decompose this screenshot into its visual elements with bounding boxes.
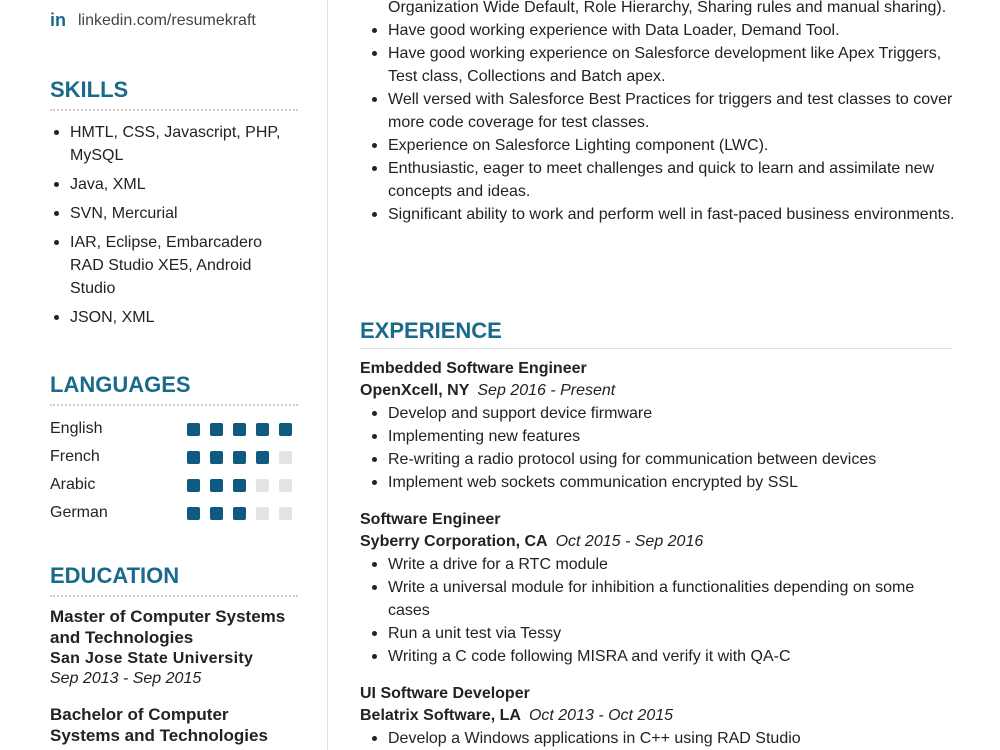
level-dot-filled	[279, 423, 292, 436]
level-dot-filled	[187, 479, 200, 492]
level-dot-filled	[187, 423, 200, 436]
job-bullet: Develop and support device firmware	[368, 402, 953, 425]
level-dot-filled	[256, 451, 269, 464]
experience-section	[360, 318, 953, 750]
education-item	[50, 606, 298, 688]
degree: Master of Computer Systems and Technologies	[50, 607, 286, 647]
level-dot-filled	[256, 423, 269, 436]
job-entry	[360, 683, 953, 750]
level-dot-filled	[233, 423, 246, 436]
skill-item: SVN, Mercurial	[50, 202, 298, 225]
experience-heading: EXPERIENCE	[360, 318, 502, 343]
skills-heading: SKILLS	[50, 77, 129, 102]
language-row	[50, 415, 298, 443]
language-row	[50, 499, 298, 527]
job-bullets	[368, 727, 953, 750]
dates: Sep 2013 - Sep 2015	[50, 670, 202, 687]
level-dot-filled	[233, 507, 246, 520]
job-title: Embedded Software Engineer	[360, 360, 587, 377]
summary-item: Have good working experience on Salesforce development like Apex Triggers, Test class, Collections and Batch apex.	[368, 42, 958, 88]
summary-item: Experience on Salesforce Lighting component (LWC).	[368, 134, 958, 157]
level-dot-filled	[210, 451, 223, 464]
school: San Jose State University	[50, 650, 254, 667]
job-bullet: Implementing new features	[368, 425, 953, 448]
level-dot-filled	[210, 423, 223, 436]
language-name: English	[50, 420, 103, 437]
summary-item: Enthusiastic, eager to meet challenges and quick to learn and assimilate new concepts and ideas.	[368, 157, 958, 203]
level-dot-empty	[256, 507, 269, 520]
job-company-line	[360, 705, 953, 727]
summary-item: Have good working experience with Data Loader, Demand Tool.	[368, 19, 958, 42]
level-dot-filled	[210, 507, 223, 520]
section-rule	[50, 109, 298, 111]
job-bullet: Write a universal module for inhibition a functionalities depending on some cases	[368, 576, 953, 622]
summary-item: Organization Wide Default, Role Hierarchy, Sharing rules and manual sharing).	[388, 0, 947, 16]
job-bullets	[368, 402, 953, 494]
job-company-line	[360, 531, 953, 553]
skill-item: IAR, Eclipse, Embarcadero RAD Studio XE5, Android Studio	[50, 231, 298, 300]
section-rule	[360, 348, 953, 349]
level-dot-empty	[279, 451, 292, 464]
company: Syberry Corporation, CA	[360, 533, 548, 550]
job-entry	[360, 509, 953, 668]
section-rule	[50, 595, 298, 597]
level-dot-filled	[187, 451, 200, 464]
linkedin-contact	[50, 10, 256, 31]
language-level	[187, 451, 292, 464]
section-rule	[50, 404, 298, 406]
language-level	[187, 507, 292, 520]
linkedin-url[interactable]: linkedin.com/resumekraft	[78, 11, 256, 29]
job-title: Software Engineer	[360, 511, 501, 528]
job-entry	[360, 358, 953, 494]
job-dates: Oct 2015 - Sep 2016	[555, 533, 704, 550]
education-heading: EDUCATION	[50, 563, 180, 588]
job-bullet: Write a drive for a RTC module	[368, 553, 953, 576]
languages-section	[50, 372, 298, 527]
language-name: German	[50, 504, 108, 521]
level-dot-filled	[233, 451, 246, 464]
language-name: French	[50, 448, 100, 465]
language-row	[50, 471, 298, 499]
job-bullet: Implement web sockets communication encrypted by SSL	[368, 471, 953, 494]
education-section	[50, 563, 298, 746]
job-dates: Sep 2016 - Present	[477, 382, 616, 399]
level-dot-filled	[187, 507, 200, 520]
job-bullet: Develop a Windows applications in C++ using RAD Studio	[368, 727, 953, 750]
level-dot-empty	[279, 507, 292, 520]
skill-item: Java, XML	[50, 173, 298, 196]
skill-item: JSON, XML	[50, 306, 298, 329]
summary-item: Well versed with Salesforce Best Practices for triggers and test classes to cover more code coverage for test classes.	[368, 88, 958, 134]
skills-section	[50, 77, 298, 335]
column-divider	[327, 0, 328, 750]
job-company-line	[360, 380, 953, 402]
company: OpenXcell, NY	[360, 382, 470, 399]
job-title: UI Software Developer	[360, 685, 530, 702]
job-bullet: Writing a C code following MISRA and verify it with QA-C	[368, 645, 953, 668]
job-dates: Oct 2013 - Oct 2015	[528, 707, 674, 724]
company: Belatrix Software, LA	[360, 707, 521, 724]
degree: Bachelor of Computer Systems and Technologies	[50, 705, 268, 745]
job-bullet: Run a unit test via Tessy	[368, 622, 953, 645]
level-dot-filled	[233, 479, 246, 492]
linkedin-icon: in	[50, 10, 66, 30]
language-level	[187, 479, 292, 492]
education-item	[50, 704, 298, 746]
job-bullet: Re-writing a radio protocol using for communication between devices	[368, 448, 953, 471]
level-dot-empty	[256, 479, 269, 492]
language-row	[50, 443, 298, 471]
level-dot-filled	[210, 479, 223, 492]
summary-section	[368, 0, 958, 226]
language-level	[187, 423, 292, 436]
summary-item: Significant ability to work and perform well in fast-paced business environments.	[368, 203, 958, 226]
skill-item: HMTL, CSS, Javascript, PHP, MySQL	[50, 121, 298, 167]
language-name: Arabic	[50, 476, 96, 493]
level-dot-empty	[279, 479, 292, 492]
languages-heading: LANGUAGES	[50, 372, 191, 397]
job-bullets	[368, 553, 953, 668]
